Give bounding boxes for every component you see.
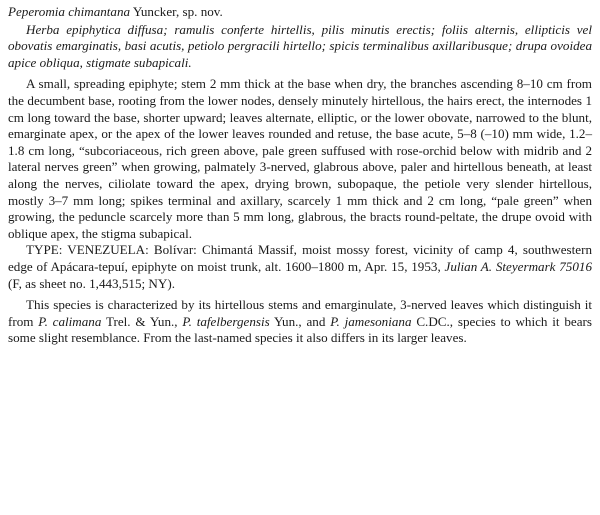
species-binomial: Peperomia chimantana [8,4,131,19]
discussion-text-2: Trel. & Yun., [101,313,183,329]
type-citation [8,242,592,292]
species-authority: Yuncker, sp. nov. [130,4,223,19]
species-name-calimana: P. calimana [38,313,102,329]
english-description: A small, spreading epiphyte; stem 2 mm thick at the base when dry, the branches ascending 8–10 cm from the decumbent base, rooting from the lower nodes, densely minutely hirtellous, the hairs erect, the internodes 1 cm long toward the base, shorter upward; leaves alternate, elliptic, or the lower obovate, narrowed to the blunt, emarginate apex, or the apex of the lower leaves rounded and retuse, the base acute, 5–8 (–10) mm wide, 1.2–1.8 cm long, “subcoriaceous, rich green above, pale green suffused with rose-orchid below with midrib and 2 lateral nerves green” when growing, palmately 3-nerved, glabrous above, paler and hirtellous beneath, at least along the nerves, ciliolate toward the apex, drying brown, subopaque, the petiole very slender hirtellous, mostly 3–7 mm long; spikes terminal and axillary, scarcely 1 mm thick and 2 cm long, “pale green” when growing, the peduncle scarcely more than 5 mm long, glabrous, the bracts round-peltate, the drupe ovoid with oblique apex, the stigma subapical. [8,76,592,241]
discussion-text-3: Yun., and [269,313,331,329]
type-collector: Julian A. Steyermark 75016 [444,258,592,274]
discussion-text-4: C.DC., species to which it bears some slight resemblance. From the last-named species it also differs in its larger leaves. [8,313,592,346]
type-herbarium: (F, as sheet no. 1,443,515; NY). [8,275,175,291]
latin-diagnosis: Herba epiphytica diffusa; ramulis conferte hirtellis, pilis minutis erectis; foliis alternis, ellipticis vel obovatis emarginatis, basi acutis, petiolo pergracili hirtello; spicis terminalibus axillaribusque; drupa ovoidea apice obliqua, stigmate subapicali. [8,21,592,70]
species-heading [8,4,592,21]
type-locality: Bolívar: Chimantá Massif, moist mossy forest, vicinity of camp 4, southwestern edge of Apácara-tepuí, epiphyte on moist trunk, alt. 1600–1800 m, Apr. 15, 1953, [8,242,592,274]
species-name-tafelbergensis: P. tafelbergensis [182,313,270,329]
discussion-paragraph [8,297,592,347]
species-name-jamesoniana: P. jamesoniana [330,313,412,329]
type-label: TYPE: VENEZUELA: [26,242,149,258]
discussion-text-1: This species is characterized by its hirtellous stems and emarginulate, 3-nerved leaves which distinguish it from [8,297,592,329]
